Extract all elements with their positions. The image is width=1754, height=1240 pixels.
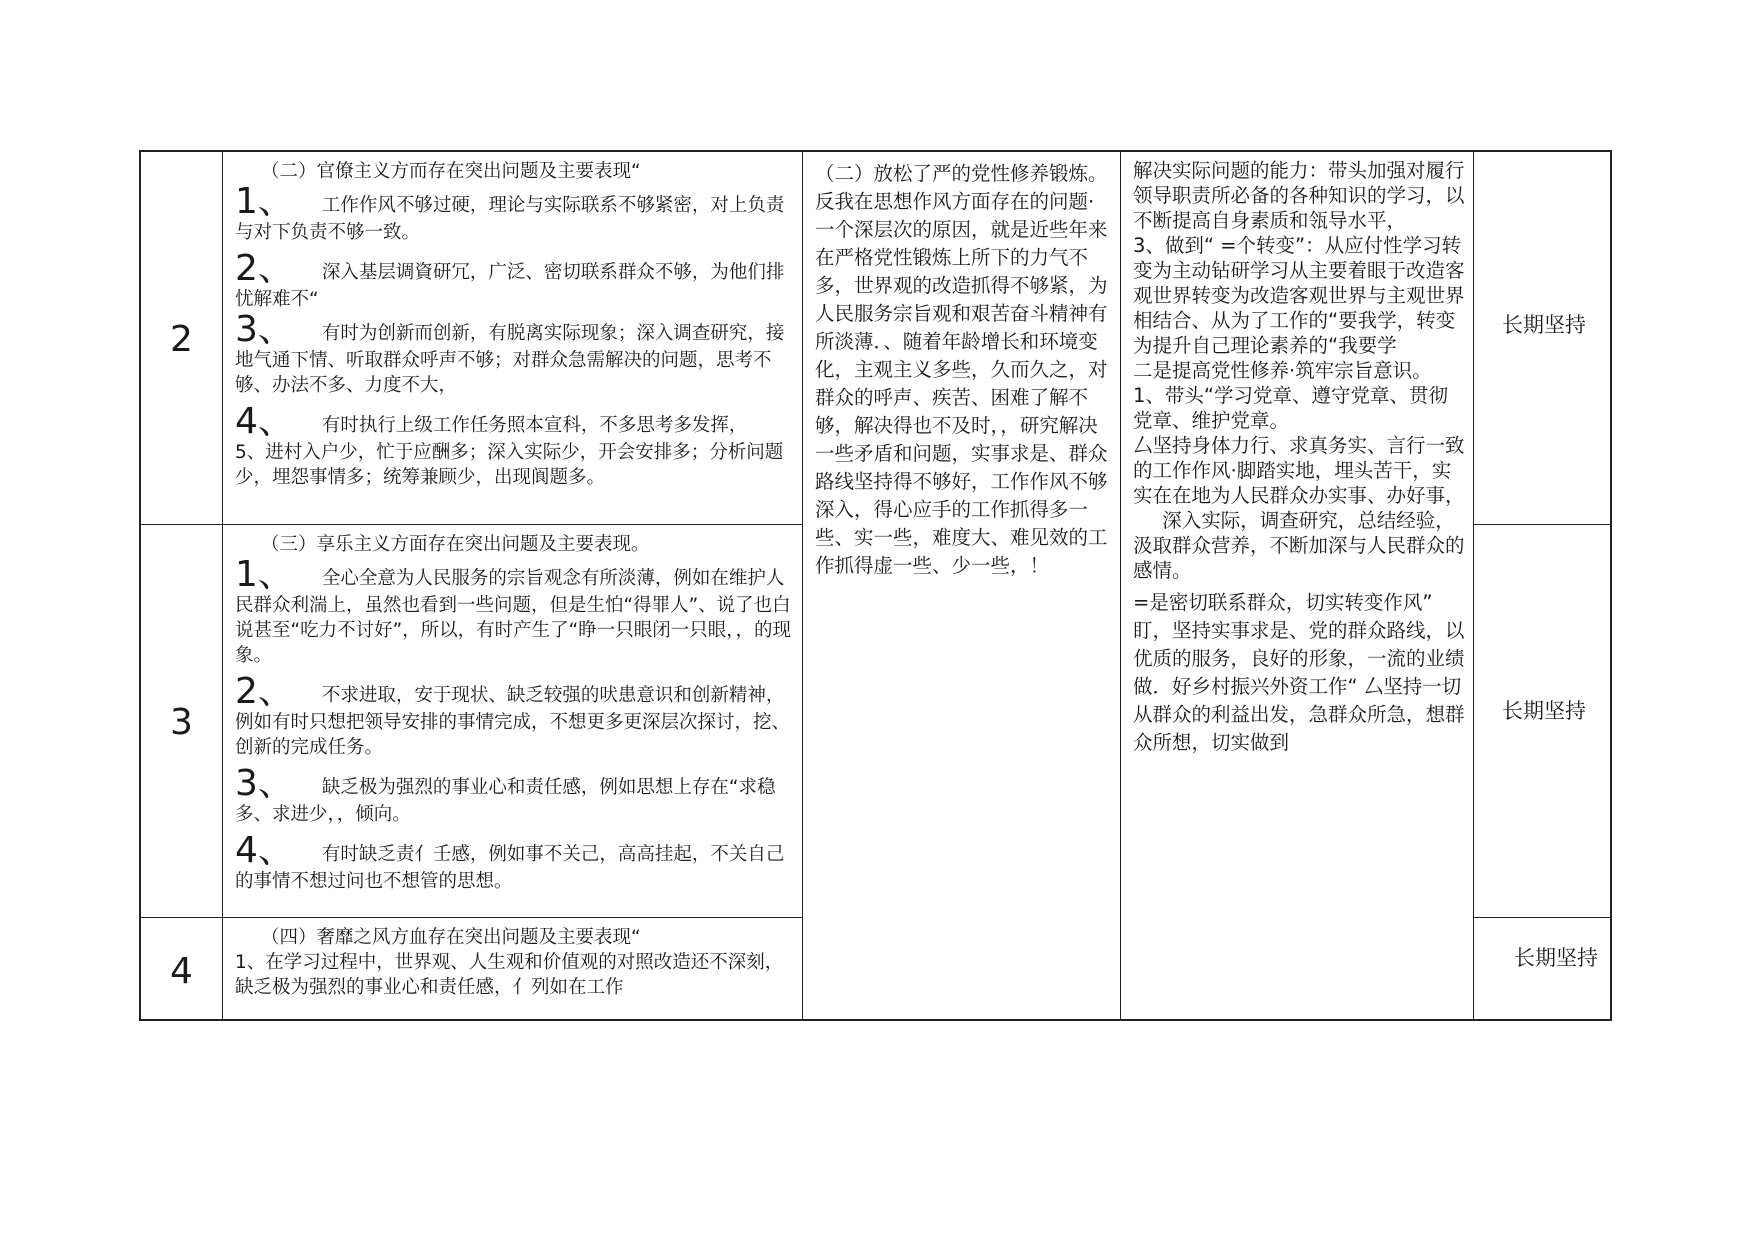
item-text: 工作作风不够过硬，理论与实际联系不够紧密，对上负责与对下负责不够一致。 bbox=[235, 195, 785, 243]
item-text: 有时执行上级工作任务照本宣科，不多思考多发挥， bbox=[321, 415, 748, 436]
status-label: 长期坚持 bbox=[1502, 313, 1586, 337]
column-divider bbox=[222, 152, 223, 1019]
measure-paragraph: 1、带头“学习党章、遵守党章、贯彻党章、维护党章。 bbox=[1133, 384, 1449, 432]
cause-text: （二）放松了严的党性修养锻炼。反我在思想作风方面存在的问题·一个深层次的原因，就是近些年来在严格党性锻炼上所下的力气不多，世界观的改造抓得不够紧，为人民服务宗旨观和艰苦奋斗精神有所淡薄．、随着年龄增长和环境变化，主观主义多些，久而久之，对群众的呼声、疾苦、困难了解不够，解决得也不及时，，研究解决一些矛盾和问题，实事求是、群众路线坚持得不够好，工作作风不够深入，得心应手的工作抓得多一些、实一些，难度大、难见效的工作抓得虚一些、少一些，！ bbox=[815, 162, 1108, 577]
item-text: 全心全意为人民服务的宗旨观念有所淡薄，例如在维护人民群众利湍上，虽然也看到一些问题，但是生怕“得罪人”、说了也白说甚至“吃力不讨好”，所以，有时产生了“睁一只眼闭一只眼，，的现象。 bbox=[235, 568, 792, 666]
item-number: 4、 bbox=[235, 401, 294, 442]
row-divider bbox=[141, 917, 802, 918]
item-number: 2、 bbox=[235, 248, 294, 289]
list-item bbox=[235, 181, 792, 245]
list-item bbox=[235, 671, 792, 760]
section-heading: （二）官僚主义方而存在突出问题及主要表现“ bbox=[261, 161, 641, 182]
column-divider bbox=[802, 152, 803, 1019]
row-number: 2 bbox=[170, 319, 193, 360]
measure-paragraph: 厶坚持身体力行、求真务实、言行一致的工作作风·脚踏实地，埋头苦干，实实在在地为人民群众办实事、办好事， bbox=[1133, 434, 1465, 507]
measure-paragraph: 解决实际问题的能力：带头加强对履行领导职责所必备的各种知识的学习，以不断提高自身素质和瓴导水平， bbox=[1133, 159, 1465, 232]
item-number: 3、 bbox=[235, 309, 294, 350]
problem-cell-row-3 bbox=[235, 532, 792, 894]
status-label: 长期坚持 bbox=[1502, 699, 1586, 723]
row-divider bbox=[141, 524, 802, 525]
rectification-table bbox=[139, 150, 1612, 1021]
item-text: 有时为创新而创新，有脱离实际现象；深入调查研究，接地气通下情、听取群众呼声不够；对群众急需解决的问题，思考不够、办法不多、力度不大， bbox=[235, 323, 785, 396]
measures-cell bbox=[1133, 158, 1466, 757]
list-item bbox=[235, 401, 792, 442]
measure-paragraph: 二是提高党性修养·筑牢宗旨意识。 bbox=[1133, 359, 1432, 382]
item-text: 有时缺乏责亻壬感，例如事不关己，高高挂起，不关自己的事情不想过问也不想管的思想。 bbox=[235, 844, 785, 892]
section-heading: （三）享乐主义方面存在突出问题及主要表现。 bbox=[261, 534, 650, 555]
row-divider bbox=[1473, 524, 1612, 525]
list-item bbox=[235, 554, 792, 668]
item-text: 不求进取，安于现状、缺乏较强的吠患意识和创新精神，例如有时只想把领导安排的事情完成，不想更多更深层次探讨，挖、创新的完成任务。 bbox=[235, 685, 791, 758]
row-number: 3 bbox=[170, 702, 193, 743]
status-label: 长期坚持 bbox=[1514, 946, 1598, 970]
item-number: 3、 bbox=[235, 763, 294, 804]
item-number: 1、 bbox=[235, 181, 294, 222]
measure-paragraph: 深入实际，调查研究，总结经验，汲取群众营养，不断加深与人民群众的感情。 bbox=[1133, 509, 1465, 582]
measure-paragraph: 3、做到“ =个转变”：从应付性学习转变为主动钻研学习从主要着眼于改造客观世界转变为改造客观世界与主观世界相结合、从为了工作的“要我学，转变为提升自己理论素养的“我要学 bbox=[1133, 234, 1465, 357]
column-divider bbox=[1473, 152, 1474, 1019]
list-item bbox=[235, 763, 792, 827]
item-number: 1、 bbox=[235, 554, 294, 595]
list-item bbox=[235, 830, 792, 894]
row-divider bbox=[1473, 917, 1612, 918]
row-number: 4 bbox=[170, 951, 193, 992]
item-text: 缺乏极为强烈的事业心和责任感，例如思想上存在“求稳多、求进少，，倾向。 bbox=[235, 777, 776, 825]
problem-cell-row-4 bbox=[235, 925, 792, 1000]
list-item bbox=[235, 248, 792, 312]
list-item: 5、进村入户少，忙于应酬多；深入实际少，开会安排多；分析问题少，埋怨事情多；统筹兼顾少，出现阆题多。 bbox=[235, 442, 784, 488]
item-number: 4、 bbox=[235, 830, 294, 871]
measure-paragraph: =是密切联系群众，切实转变作风” 盯，坚持实事求是、党的群众路线，以优质的服务，良好的形象，一流的业绩做．好乡村振兴外资工作“ 厶坚持一切从群众的利益出发，急群众所急，想群众所想，切实做到 bbox=[1133, 591, 1465, 754]
item-text: 深入基层调資研冗，广泛、密切联系群众不够，为他们排忧解难不“ bbox=[235, 262, 785, 310]
column-divider bbox=[1120, 152, 1121, 1019]
problem-cell-row-2 bbox=[235, 159, 792, 490]
cause-cell bbox=[815, 160, 1112, 580]
list-item: 1、在学习过程中，世界观、人生观和价值观的对照改造还不深刻，缺乏极为强烈的事业心和责任感，亻列如在工作 bbox=[235, 952, 784, 998]
list-item bbox=[235, 309, 792, 398]
item-number: 2、 bbox=[235, 671, 294, 712]
section-heading: （四）奢靡之风方血存在突出问题及主要表现“ bbox=[261, 927, 641, 948]
